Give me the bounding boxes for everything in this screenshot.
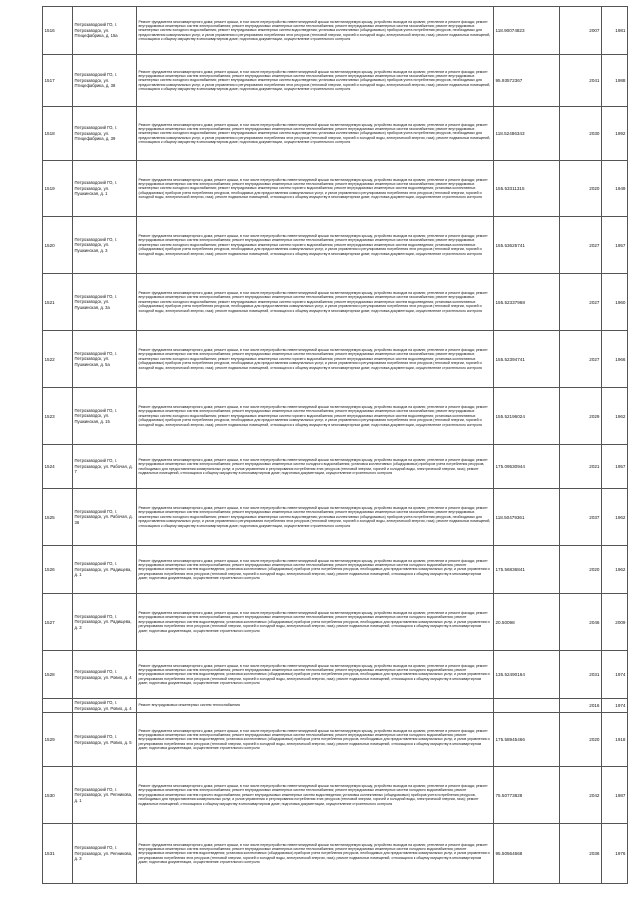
table-row [43, 331, 628, 388]
row-planned-year: 2021 [560, 445, 602, 489]
row-build-year: 1981 [602, 7, 628, 55]
row-works: Ремонт фундамента многоквартирного дома; ремонт крыши, в том числе переустройство невентилируемой крыши на вентилируемую крышу, устройство выходов на кровлю; утепление и ремонт фасада; ремонт внутридомовых инженерных систем электроснабжения; ремонт внутридомовых инженерных систем холодного водоснабжения; установка коллективных (общедомовых) приборов учета потребления ресурсов, необходимых для предоставления коммунальных услуг, и узлов управления и регулирования потребления этих ресурсов (тепловой энергии, горячей и холодной воды, электрической энергии, газа); ремонт подвальных помещений, относящихся к общему имуществу в многоквартирном доме; подготовка документации, осуществление строительного контроля [137, 445, 494, 489]
table-row [43, 107, 628, 161]
row-number: 1520 [43, 217, 73, 274]
row-number: 1528 [43, 651, 73, 699]
row-number: 1524 [43, 445, 73, 489]
row-value: 155.52196024 [494, 388, 560, 445]
row-value: 175.56836841 [494, 546, 560, 594]
row-build-year: 1966 [602, 331, 628, 388]
row-number: 1527 [43, 594, 73, 651]
row-works: Ремонт фундамента многоквартирного дома; ремонт крыши, в том числе переустройство невентилируемой крыши на вентилируемую крышу, устройство выходов на кровлю; утепление и ремонт фасада; ремонт внутридомовых инженерных систем электроснабжения; ремонт внутридомовых инженерных систем теплоснабжения; ремонт внутридомовых инженерных систем газоснабжения; ремонт внутридомовых инженерных систем холодного водоснабжения; ремонт внутридомовых инженерных систем водоотведения; установка коллективных (общедомовых) приборов учета потребления ресурсов, необходимых для предоставления коммунальных услуг, и узлов управления и регулирования потребления этих ресурсов (тепловой энергии, горячей и холодной воды, электрической энергии, газа); ремонт подвальных помещений, относящихся к общему имуществу в многоквартирном доме; подготовка документации, осуществление строительного контроля [137, 55, 494, 107]
row-value: 155.52394741 [494, 331, 560, 388]
row-planned-year: 2020 [560, 161, 602, 217]
table-row [43, 546, 628, 594]
row-address: Петрозаводский ГО, г. Петрозаводск, ул. Пушкинская, д. 1 [73, 161, 137, 217]
row-value: 155.53625741 [494, 217, 560, 274]
row-works: Ремонт фундамента многоквартирного дома; ремонт крыши, в том числе переустройство невентилируемой крыши на вентилируемую крышу, устройство выходов на кровлю; утепление и ремонт фасада; ремонт внутридомовых инженерных систем электроснабжения; ремонт внутридомовых инженерных систем теплоснабжения; ремонт внутридомовых инженерных систем газоснабжения; ремонт внутридомовых инженерных систем холодного водоснабжения; ремонт внутридомовых инженерных систем водоотведения; установка коллективных (общедомовых) приборов учета потребления ресурсов, необходимых для предоставления коммунальных услуг, и узлов управления и регулирования потребления этих ресурсов (тепловой энергии, горячей и холодной воды, электрической энергии, газа); ремонт подвальных помещений, относящихся к общему имуществу в многоквартирном доме; подготовка документации, осуществление строительного контроля [137, 107, 494, 161]
row-build-year: 1962 [602, 489, 628, 546]
row-planned-year: 2041 [560, 55, 602, 107]
row-build-year: 1957 [602, 445, 628, 489]
row-address: Петрозаводский ГО, г. Петрозаводск, ул. Рабочая, д. 36 [73, 489, 137, 546]
row-build-year: 1957 [602, 217, 628, 274]
table-row [43, 824, 628, 884]
register-rows [43, 7, 628, 884]
row-build-year: 1949 [602, 161, 628, 217]
row-planned-year: 2036 [560, 824, 602, 884]
table-row [43, 7, 628, 55]
row-planned-year: 2007 [560, 7, 602, 55]
row-value: 175.09530944 [494, 445, 560, 489]
row-value: 155.52337968 [494, 274, 560, 331]
row-works: Ремонт фундамента многоквартирного дома; ремонт крыши, в том числе переустройство невентилируемой крыши на вентилируемую крышу, устройство выходов на кровлю; утепление и ремонт фасада; ремонт внутридомовых инженерных систем электроснабжения; ремонт внутридомовых инженерных систем теплоснабжения; ремонт внутридомовых инженерных систем газоснабжения; ремонт внутридомовых инженерных систем холодного водоснабжения; ремонт внутридомовых инженерных систем горячего водоснабжения; ремонт внутридомовых инженерных систем водоотведения; установка коллективных (общедомовых) приборов учета потребления ресурсов, необходимых для предоставления коммунальных услуг, и узлов управления и регулирования потребления этих ресурсов (тепловой энергии, горячей и холодной воды, электрической энергии, газа); ремонт подвальных помещений, относящихся к общему имуществу в многоквартирном доме; подготовка документации, осуществление строительного контроля [137, 331, 494, 388]
row-works: Ремонт внутридомовых инженерных систем теплоснабжения [137, 699, 494, 713]
row-value: 75.50773828 [494, 767, 560, 824]
row-works: Ремонт фундамента многоквартирного дома; ремонт крыши, в том числе переустройство невентилируемой крыши на вентилируемую крышу, устройство выходов на кровлю; утепление и ремонт фасада; ремонт внутридомовых инженерных систем электроснабжения; ремонт внутридомовых инженерных систем теплоснабжения; ремонт внутридомовых инженерных систем холодного водоснабжения; ремонт внутридомовых инженерных систем водоотведения; установка коллективных (общедомовых) приборов учета потребления ресурсов, необходимых для предоставления коммунальных услуг, и узлов управления и регулирования потребления этих ресурсов (тепловой энергии, горячей и холодной воды, электрической энергии, газа); ремонт подвальных помещений, относящихся к общему имуществу в многоквартирном доме; подготовка документации, осуществление строительного контроля [137, 546, 494, 594]
row-planned-year: 2020 [560, 713, 602, 767]
row-build-year: 1976 [602, 824, 628, 884]
table-row [43, 217, 628, 274]
row-address: Петрозаводский ГО, г. Петрозаводск, ул. Репникова, д. 3 [73, 824, 137, 884]
table-row [43, 767, 628, 824]
row-value: 95.93572367 [494, 55, 560, 107]
row-value: 175.58945466 [494, 713, 560, 767]
row-planned-year: 2027 [560, 274, 602, 331]
row-address: Петрозаводский ГО, г. Петрозаводск, ул. Птицефабрика, д. 39 [73, 107, 137, 161]
row-works: Ремонт фундамента многоквартирного дома; ремонт крыши, в том числе переустройство невентилируемой крыши на вентилируемую крышу, устройство выходов на кровлю; утепление и ремонт фасада; ремонт внутридомовых инженерных систем электроснабжения; ремонт внутридомовых инженерных систем теплоснабжения; ремонт внутридомовых инженерных систем газоснабжения; ремонт внутридомовых инженерных систем холодного водоснабжения; ремонт внутридомовых инженерных систем горячего водоснабжения; ремонт внутридомовых инженерных систем водоотведения; установка коллективных (общедомовых) приборов учета потребления ресурсов, необходимых для предоставления коммунальных услуг, и узлов управления и регулирования потребления этих ресурсов (тепловой энергии, горячей и холодной воды, электрической энергии, газа); ремонт подвальных помещений, относящихся к общему имуществу в многоквартирном доме; подготовка документации, осуществление строительного контроля [137, 161, 494, 217]
row-address: Петрозаводский ГО, г. Петрозаводск, ул. Ровио, д. 5 [73, 713, 137, 767]
table-row [43, 161, 628, 217]
row-address: Петрозаводский ГО, г. Петрозаводск, ул. Ровио, д. 4 [73, 699, 137, 713]
row-works: Ремонт фундамента многоквартирного дома; ремонт крыши, в том числе переустройство невентилируемой крыши на вентилируемую крышу, устройство выходов на кровлю; утепление и ремонт фасада; ремонт внутридомовых инженерных систем электроснабжения; ремонт внутридомовых инженерных систем теплоснабжения; ремонт внутридомовых инженерных систем холодного водоснабжения; ремонт внутридомовых инженерных систем водоотведения; установка коллективных (общедомовых) приборов учета потребления ресурсов, необходимых для предоставления коммунальных услуг, и узлов управления и регулирования потребления этих ресурсов (тепловой энергии, горячей и холодной воды, электрической энергии, газа); ремонт подвальных помещений, относящихся к общему имуществу в многоквартирном доме; подготовка документации, осуществление строительного контроля [137, 594, 494, 651]
row-number: 1525 [43, 489, 73, 546]
row-value: 95.50564668 [494, 824, 560, 884]
row-address: Петрозаводский ГО, г. Петрозаводск, ул. Птицефабрика, д. 15а [73, 7, 137, 55]
row-planned-year: 2030 [560, 107, 602, 161]
register-table [42, 6, 628, 884]
row-works: Ремонт фундамента многоквартирного дома; ремонт крыши, в том числе переустройство невентилируемой крыши на вентилируемую крышу, устройство выходов на кровлю; утепление и ремонт фасада; ремонт внутридомовых инженерных систем электроснабжения; ремонт внутридомовых инженерных систем теплоснабжения; ремонт внутридомовых инженерных систем газоснабжения; ремонт внутридомовых инженерных систем холодного водоснабжения; ремонт внутридомовых инженерных систем горячего водоснабжения; ремонт внутридомовых инженерных систем водоотведения; установка коллективных (общедомовых) приборов учета потребления ресурсов, необходимых для предоставления коммунальных услуг, и узлов управления и регулирования потребления этих ресурсов (тепловой энергии, горячей и холодной воды, электрической энергии, газа); ремонт подвальных помещений, относящихся к общему имуществу в многоквартирном доме; подготовка документации, осуществление строительного контроля [137, 217, 494, 274]
row-works: Ремонт фундамента многоквартирного дома; ремонт крыши, в том числе переустройство невентилируемой крыши на вентилируемую крышу, устройство выходов на кровлю; утепление и ремонт фасада; ремонт внутридомовых инженерных систем электроснабжения; ремонт внутридомовых инженерных систем теплоснабжения; ремонт внутридомовых инженерных систем газоснабжения; ремонт внутридомовых инженерных систем холодного водоснабжения; ремонт внутридомовых инженерных систем водоотведения; установка коллективных (общедомовых) приборов учета потребления ресурсов, необходимых для предоставления коммунальных услуг, и узлов управления и регулирования потребления этих ресурсов (тепловой энергии, горячей и холодной воды, электрической энергии, газа); ремонт подвальных помещений, относящихся к общему имуществу в многоквартирном доме; подготовка документации, осуществление строительного контроля [137, 7, 494, 55]
row-works: Ремонт фундамента многоквартирного дома; ремонт крыши, в том числе переустройство невентилируемой крыши на вентилируемую крышу, устройство выходов на кровлю; утепление и ремонт фасада; ремонт внутридомовых инженерных систем электроснабжения; ремонт внутридомовых инженерных систем теплоснабжения; ремонт внутридомовых инженерных систем газоснабжения; ремонт внутридомовых инженерных систем холодного водоснабжения; ремонт внутридомовых инженерных систем водоотведения; установка коллективных (общедомовых) приборов учета потребления ресурсов, необходимых для предоставления коммунальных услуг, и узлов управления и регулирования потребления этих ресурсов (тепловой энергии, горячей и холодной воды, электрической энергии, газа); ремонт подвальных помещений, относящихся к общему имуществу в многоквартирном доме; подготовка документации, осуществление строительного контроля [137, 489, 494, 546]
row-value: 20.50098 [494, 594, 560, 651]
table-row [43, 699, 628, 713]
table-row [43, 489, 628, 546]
row-planned-year: 2027 [560, 331, 602, 388]
row-address: Петрозаводский ГО, г. Петрозаводск, ул. Радищева, д. 1 [73, 546, 137, 594]
table-row [43, 274, 628, 331]
row-value [494, 699, 560, 713]
row-build-year: 1974 [602, 699, 628, 713]
row-build-year: 1988 [602, 55, 628, 107]
row-works: Ремонт фундамента многоквартирного дома; ремонт крыши, в том числе переустройство невентилируемой крыши на вентилируемую крышу, устройство выходов на кровлю; утепление и ремонт фасада; ремонт внутридомовых инженерных систем электроснабжения; ремонт внутридомовых инженерных систем теплоснабжения; ремонт внутридомовых инженерных систем холодного водоснабжения; ремонт внутридомовых инженерных систем горячего водоснабжения; ремонт внутридомовых инженерных систем водоотведения; установка коллективных (общедомовых) приборов учета потребления ресурсов, необходимых для предоставления коммунальных услуг, и узлов управления и регулирования потребления этих ресурсов (тепловой энергии, горячей и холодной воды, электрической энергии, газа); ремонт подвальных помещений, относящихся к общему имуществу в многоквартирном доме; подготовка документации, осуществление строительного контроля [137, 767, 494, 824]
row-address: Петрозаводский ГО, г. Петрозаводск, ул. Рабочая, д. 7 [73, 445, 137, 489]
row-planned-year: 2042 [560, 767, 602, 824]
row-value: 118.52486343 [494, 107, 560, 161]
row-planned-year: 2029 [560, 388, 602, 445]
row-build-year: 2009 [602, 594, 628, 651]
table-row [43, 388, 628, 445]
table-row [43, 445, 628, 489]
row-build-year: 1962 [602, 546, 628, 594]
row-works: Ремонт фундамента многоквартирного дома; ремонт крыши, в том числе переустройство невентилируемой крыши на вентилируемую крышу, устройство выходов на кровлю; утепление и ремонт фасада; ремонт внутридомовых инженерных систем электроснабжения; ремонт внутридомовых инженерных систем теплоснабжения; ремонт внутридомовых инженерных систем холодного водоснабжения; ремонт внутридомовых инженерных систем водоотведения; установка коллективных (общедомовых) приборов учета потребления ресурсов, необходимых для предоставления коммунальных услуг, и узлов управления и регулирования потребления этих ресурсов (тепловой энергии, горячей и холодной воды, электрической энергии, газа); ремонт подвальных помещений, относящихся к общему имуществу в многоквартирном доме; подготовка документации, осуществление строительного контроля [137, 651, 494, 699]
row-number: 1523 [43, 388, 73, 445]
row-build-year: 1992 [602, 107, 628, 161]
row-number: 1516 [43, 7, 73, 55]
row-number: 1531 [43, 824, 73, 884]
row-planned-year: 2031 [560, 651, 602, 699]
row-address: Петрозаводский ГО, г. Петрозаводск, ул. Репникова, д. 1 [73, 767, 137, 824]
row-build-year: 1918 [602, 713, 628, 767]
row-address: Петрозаводский ГО, г. Петрозаводск, ул. Пушкинская, д. 5а [73, 331, 137, 388]
row-build-year: 1974 [602, 651, 628, 699]
row-number: 1529 [43, 713, 73, 767]
table-row [43, 713, 628, 767]
row-value: 118.90074823 [494, 7, 560, 55]
row-address: Петрозаводский ГО, г. Петрозаводск, ул. Пушкинская, д. 3а [73, 274, 137, 331]
row-number: 1526 [43, 546, 73, 594]
row-address: Петрозаводский ГО, г. Петрозаводск, ул. Ровио, д. 4 [73, 651, 137, 699]
row-address: Петрозаводский ГО, г. Петрозаводск, ул. Пушкинская, д. 15 [73, 388, 137, 445]
row-works: Ремонт фундамента многоквартирного дома; ремонт крыши, в том числе переустройство невентилируемой крыши на вентилируемую крышу, устройство выходов на кровлю; утепление и ремонт фасада; ремонт внутридомовых инженерных систем электроснабжения; ремонт внутридомовых инженерных систем теплоснабжения; ремонт внутридомовых инженерных систем холодного водоснабжения; ремонт внутридомовых инженерных систем водоотведения; установка коллективных (общедомовых) приборов учета потребления ресурсов, необходимых для предоставления коммунальных услуг, и узлов управления и регулирования потребления этих ресурсов (тепловой энергии, горячей и холодной воды, электрической энергии, газа); ремонт подвальных помещений, относящихся к общему имуществу в многоквартирном доме; подготовка документации, осуществление строительного контроля [137, 824, 494, 884]
row-planned-year: 2027 [560, 217, 602, 274]
row-number: 1521 [43, 274, 73, 331]
row-value: 118.50479361 [494, 489, 560, 546]
table-row [43, 594, 628, 651]
row-number: 1519 [43, 161, 73, 217]
row-address: Петрозаводский ГО, г. Петрозаводск, ул. Радищева, д. 3 [73, 594, 137, 651]
row-works: Ремонт фундамента многоквартирного дома; ремонт крыши, в том числе переустройство невентилируемой крыши на вентилируемую крышу, устройство выходов на кровлю; утепление и ремонт фасада; ремонт внутридомовых инженерных систем электроснабжения; ремонт внутридомовых инженерных систем теплоснабжения; ремонт внутридомовых инженерных систем холодного водоснабжения; ремонт внутридомовых инженерных систем водоотведения; установка коллективных (общедомовых) приборов учета потребления ресурсов, необходимых для предоставления коммунальных услуг, и узлов управления и регулирования потребления этих ресурсов (тепловой энергии, горячей и холодной воды, электрической энергии, газа); ремонт подвальных помещений, относящихся к общему имуществу в многоквартирном доме; подготовка документации, осуществление строительного контроля [137, 713, 494, 767]
row-address: Петрозаводский ГО, г. Петрозаводск, ул. Пушкинская, д. 3 [73, 217, 137, 274]
row-number: 1518 [43, 107, 73, 161]
row-number: 1522 [43, 331, 73, 388]
row-build-year: 1962 [602, 388, 628, 445]
row-build-year: 1960 [602, 274, 628, 331]
row-value: 135.52490164 [494, 651, 560, 699]
table-row [43, 55, 628, 107]
row-planned-year: 2016 [560, 699, 602, 713]
row-value: 155.53311315 [494, 161, 560, 217]
table-row [43, 651, 628, 699]
row-planned-year: 2020 [560, 546, 602, 594]
row-number: 1530 [43, 767, 73, 824]
row-planned-year: 2037 [560, 489, 602, 546]
row-works: Ремонт фундамента многоквартирного дома; ремонт крыши, в том числе переустройство невентилируемой крыши на вентилируемую крышу, устройство выходов на кровлю; утепление и ремонт фасада; ремонт внутридомовых инженерных систем электроснабжения; ремонт внутридомовых инженерных систем теплоснабжения; ремонт внутридомовых инженерных систем газоснабжения; ремонт внутридомовых инженерных систем холодного водоснабжения; ремонт внутридомовых инженерных систем горячего водоснабжения; ремонт внутридомовых инженерных систем водоотведения; установка коллективных (общедомовых) приборов учета потребления ресурсов, необходимых для предоставления коммунальных услуг, и узлов управления и регулирования потребления этих ресурсов (тепловой энергии, горячей и холодной воды, электрической энергии, газа); ремонт подвальных помещений, относящихся к общему имуществу в многоквартирном доме; подготовка документации, осуществление строительного контроля [137, 388, 494, 445]
row-build-year: 1987 [602, 767, 628, 824]
row-number [43, 699, 73, 713]
row-planned-year: 2046 [560, 594, 602, 651]
row-address: Петрозаводский ГО, г. Петрозаводск, ул. Птицефабрика, д. 38 [73, 55, 137, 107]
row-number: 1517 [43, 55, 73, 107]
row-works: Ремонт фундамента многоквартирного дома; ремонт крыши, в том числе переустройство невентилируемой крыши на вентилируемую крышу, устройство выходов на кровлю; утепление и ремонт фасада; ремонт внутридомовых инженерных систем электроснабжения; ремонт внутридомовых инженерных систем теплоснабжения; ремонт внутридомовых инженерных систем газоснабжения; ремонт внутридомовых инженерных систем холодного водоснабжения; ремонт внутридомовых инженерных систем горячего водоснабжения; ремонт внутридомовых инженерных систем водоотведения; установка коллективных (общедомовых) приборов учета потребления ресурсов, необходимых для предоставления коммунальных услуг, и узлов управления и регулирования потребления этих ресурсов (тепловой энергии, горячей и холодной воды, электрической энергии, газа); ремонт подвальных помещений, относящихся к общему имуществу в многоквартирном доме; подготовка документации, осуществление строительного контроля [137, 274, 494, 331]
